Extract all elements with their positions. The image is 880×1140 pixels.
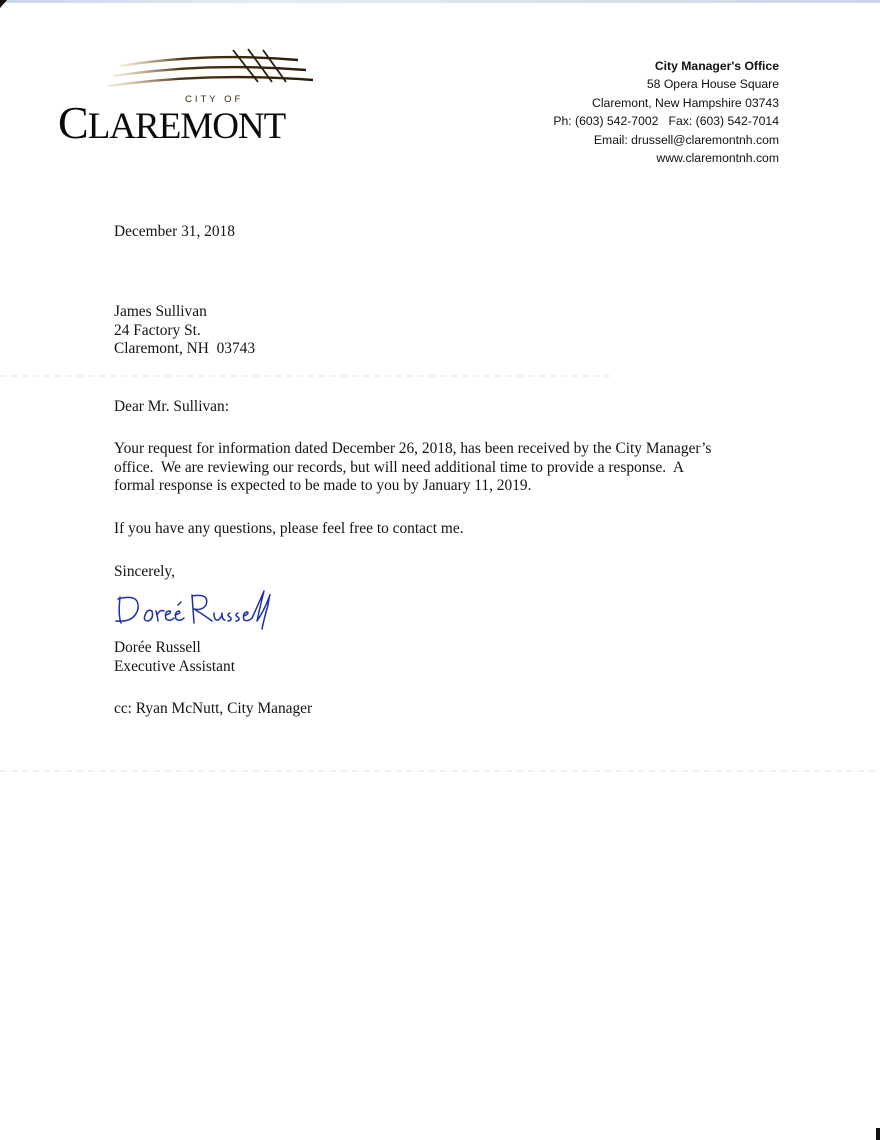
phone-fax: Ph: (603) 542-7002 Fax: (603) 542-7014 [553,114,779,129]
cc-line: cc: Ryan McNutt, City Manager [114,700,313,717]
closing: Sincerely, [114,563,175,580]
recipient-street: 24 Factory St. [114,321,201,339]
email-address[interactable]: Email: drussell@claremontnh.com [593,132,779,147]
website-link[interactable]: www.claremontnh.com [656,151,779,166]
signer-title: Executive Assistant [114,657,235,675]
scan-edge-artifact [0,0,880,3]
letter-date: December 31, 2018 [114,223,235,240]
paragraph-line: Your request for information dated December 26, 2018, has been received by the City Manager’s [114,440,712,457]
paragraph-line: formal response is expected to be made to you by January 11, 2019. [114,477,532,494]
scan-fold-streak [0,770,880,772]
recipient-address [114,303,255,359]
body-paragraph-2: If you have any questions, please feel free to contact me. [114,520,464,537]
handwritten-signature [112,585,282,640]
office-name: City Manager's Office [654,59,779,73]
address-line-1: 58 Opera House Square [646,77,779,92]
salutation: Dear Mr. Sullivan: [114,398,229,415]
scan-fold-streak [0,375,610,377]
recipient-name: James Sullivan [114,303,207,320]
address-line-2: Claremont, New Hampshire 03743 [592,95,779,110]
signer-name: Dorée Russell [114,639,201,656]
logo-city-of-text: CITY OF [185,94,244,105]
scan-corner-artifact [0,0,7,8]
city-logo [58,42,328,148]
logo-first-letter: C [58,97,88,148]
logo-name-rest: LAREMONT [87,106,286,147]
letterhead-contact [553,57,779,167]
recipient-city: Claremont, NH 03743 [114,340,256,357]
body-paragraph-1 [114,440,794,496]
paragraph-line: office. We are reviewing our records, but will need additional time to provide a response. A [114,458,685,476]
signer-block [114,639,235,676]
scan-corner-artifact [876,1128,880,1140]
signature-icon [112,585,282,635]
